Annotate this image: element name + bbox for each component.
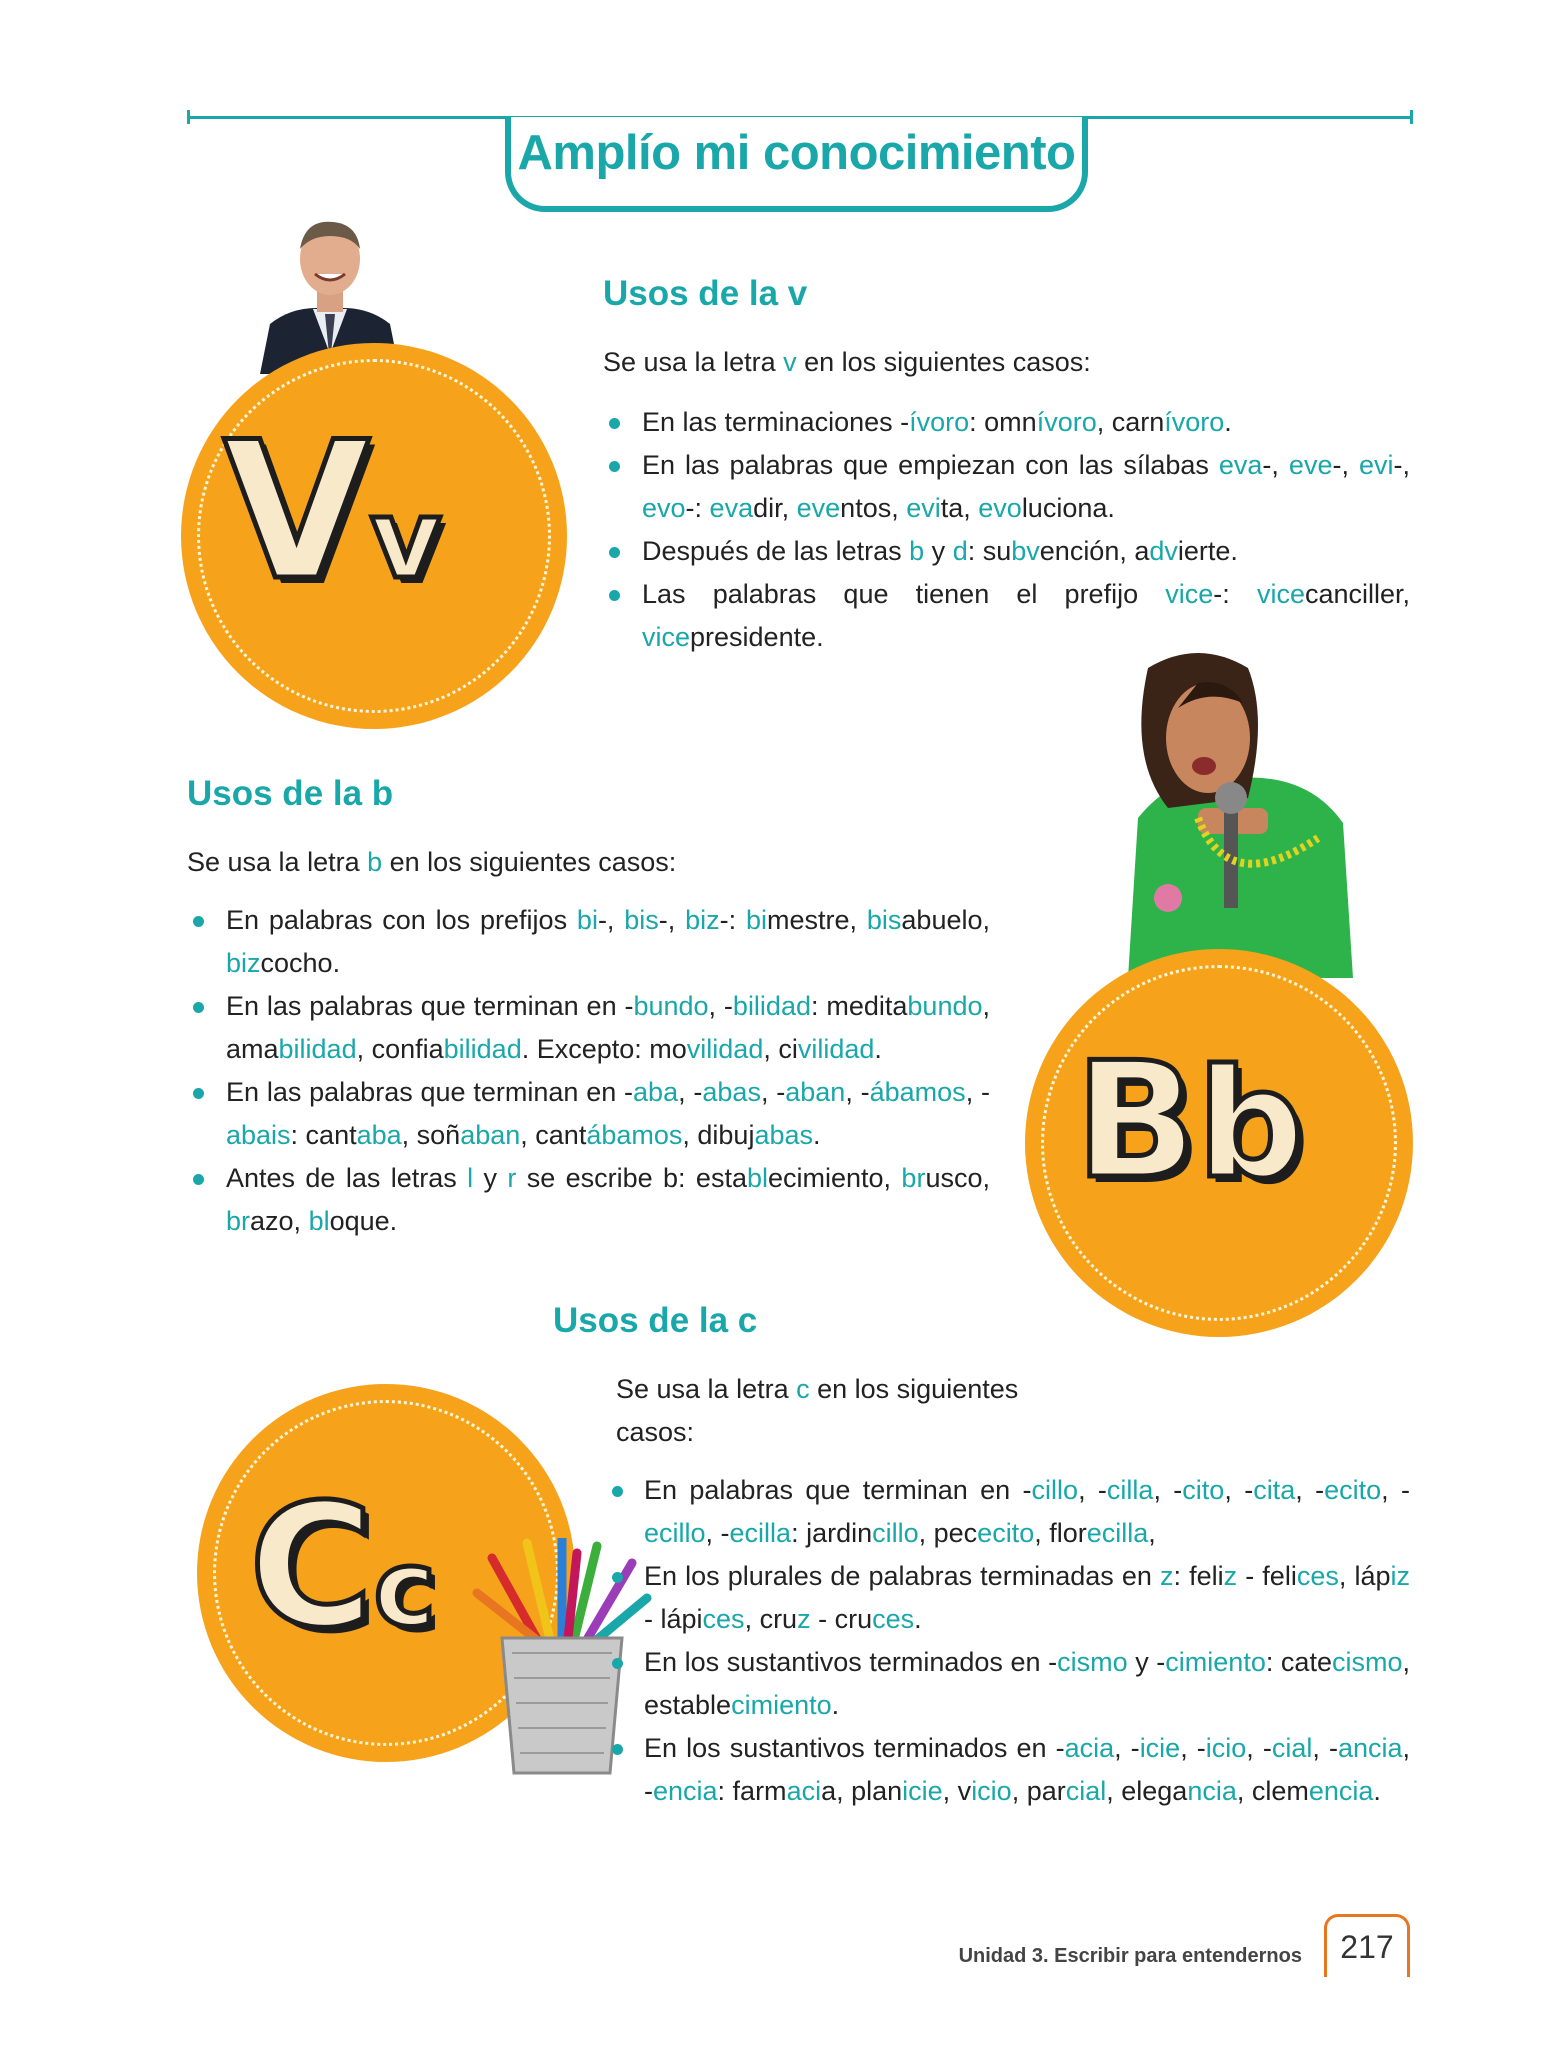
letter-v-lower: v: [370, 475, 442, 603]
body-text: dir,: [753, 493, 797, 523]
body-text: , -: [965, 1077, 990, 1107]
highlight-text: br: [226, 1206, 251, 1236]
body-text: : medita: [810, 991, 908, 1021]
footer-unit: Unidad 3. Escribir para entendernos: [958, 1945, 1302, 1967]
highlight-text: aci: [786, 1776, 822, 1806]
body-text: -:: [1213, 579, 1257, 609]
highlight-text: acia: [1064, 1733, 1115, 1763]
page-number-box: [1324, 1914, 1410, 1977]
body-text: , -: [1312, 1733, 1338, 1763]
bullet-dot: [612, 1572, 623, 1583]
body-text: En las palabras que terminan en -: [226, 1077, 634, 1107]
letter-c-upper: C: [249, 1468, 374, 1666]
highlight-text: cial: [1271, 1733, 1313, 1763]
body-text: , -: [1295, 1475, 1325, 1505]
body-text: usco,: [925, 1163, 990, 1193]
body-text: y -: [1127, 1647, 1166, 1677]
list-b-item: [187, 899, 990, 985]
highlight-text: ancia: [1337, 1733, 1403, 1763]
body-text: -,: [1262, 450, 1289, 480]
body-text: -:: [719, 905, 746, 935]
body-text: , establе: [644, 1647, 1410, 1720]
highlight-text: bi: [746, 905, 768, 935]
highlight-text: cial: [1065, 1776, 1107, 1806]
highlight-text: r: [507, 1163, 517, 1193]
highlight-text: ncia: [1187, 1776, 1237, 1806]
body-text: Las palabras que tienen el prefijo: [642, 579, 1166, 609]
body-text: -,: [1393, 450, 1410, 480]
highlight-text: biz: [685, 905, 720, 935]
body-text: ntos,: [840, 493, 907, 523]
list-b-item: [187, 1071, 990, 1157]
body-text: : jardin: [791, 1518, 873, 1548]
body-text: -,: [597, 905, 625, 935]
body-text: a, plan: [821, 1776, 903, 1806]
highlight-text: ecilla: [1086, 1518, 1149, 1548]
body-text: : omn: [969, 407, 1037, 437]
highlight-text: eve: [796, 493, 841, 523]
intro-b: Se usa la letra b en los siguientes casos:: [187, 847, 677, 877]
highlight-text: bi: [576, 905, 598, 935]
highlight-text: eva: [1218, 450, 1263, 480]
highlight-text: ecito: [1324, 1475, 1382, 1505]
highlight-text: evo: [642, 493, 686, 523]
highlight-text: b: [909, 536, 925, 566]
list-v-item: [603, 573, 1410, 659]
highlight-text: cillo: [872, 1518, 919, 1548]
body-text: oque.: [329, 1206, 398, 1236]
highlight-text: d: [952, 536, 968, 566]
body-text: - lápi: [644, 1604, 703, 1634]
highlight-text: aban: [785, 1077, 846, 1107]
body-text: , dibuj: [682, 1120, 755, 1150]
body-text: ención, a: [1039, 536, 1150, 566]
letter-v-circle: [181, 343, 567, 729]
highlight-text: evo: [978, 493, 1022, 523]
highlight-text: abas: [702, 1077, 761, 1107]
body-text: luciona.: [1021, 493, 1115, 523]
heading-b: Usos de la b: [187, 774, 394, 813]
bullet-dot: [609, 547, 620, 558]
body-text: - cru: [810, 1604, 873, 1634]
highlight-text: z: [1223, 1561, 1238, 1591]
body-text: azo,: [250, 1206, 309, 1236]
highlight-text: icie: [1139, 1733, 1181, 1763]
header-rule-left-cap: [187, 110, 190, 124]
body-text: , -: [644, 1733, 1411, 1806]
body-text: , ci: [763, 1034, 798, 1064]
body-text: y: [473, 1163, 508, 1193]
body-text: , -: [705, 1518, 730, 1548]
highlight-text: aban: [460, 1120, 521, 1150]
woman-singing-photo: [1108, 648, 1358, 978]
letter-b-lower: b: [1196, 1038, 1305, 1212]
highlight-text: bv: [1011, 536, 1040, 566]
intro-v: Se usa la letra v en los siguientes casos:: [603, 347, 1091, 377]
highlight-text: ábamos: [869, 1077, 966, 1107]
highlight-text: icio: [1205, 1733, 1247, 1763]
highlight-text: ces: [872, 1604, 915, 1634]
list-c-item: [606, 1555, 1410, 1641]
highlight-text: iz: [1390, 1561, 1410, 1591]
highlight-text: aba: [356, 1120, 402, 1150]
highlight-text: ecillo: [644, 1518, 706, 1548]
highlight-text: aba: [633, 1077, 679, 1107]
highlight-text: vice: [1256, 579, 1305, 609]
highlight-text: z: [1159, 1561, 1174, 1591]
bullet-dot: [612, 1744, 623, 1755]
body-text: Después de las letras: [642, 536, 910, 566]
body-text: En las terminaciones -: [642, 407, 910, 437]
highlight-text: eva: [709, 493, 754, 523]
page-title: Amplío mi conocimiento: [517, 126, 1076, 180]
bullet-dot: [193, 1174, 204, 1185]
highlight-text: encia: [653, 1776, 718, 1806]
letter-b-circle: [1025, 949, 1413, 1337]
highlight-text: bilidad: [278, 1034, 357, 1064]
bullet-dot: [193, 916, 204, 927]
highlight-text: bundo: [907, 991, 983, 1021]
bullet-dot: [193, 1002, 204, 1013]
body-text: ,: [1148, 1518, 1156, 1548]
body-text: En palabras con los prefijos: [226, 905, 577, 935]
list-v-item: [603, 444, 1410, 530]
highlight-text: z: [797, 1604, 811, 1634]
body-text: , -: [678, 1077, 703, 1107]
bullet-dot: [609, 461, 620, 472]
body-text: : cant: [290, 1120, 357, 1150]
highlight-text: biz: [226, 948, 261, 978]
highlight-text: cita: [1253, 1475, 1296, 1505]
heading-c: Usos de la c: [553, 1301, 758, 1340]
body-text: , -: [845, 1077, 870, 1107]
body-text: se escribe b: esta: [516, 1163, 747, 1193]
highlight-text: encia: [1308, 1776, 1374, 1806]
body-text: mestre,: [767, 905, 867, 935]
body-text: , ama: [226, 991, 991, 1064]
body-text: -:: [685, 493, 710, 523]
highlight-text: abas: [754, 1120, 814, 1150]
body-text: : farm: [717, 1776, 787, 1806]
highlight-text: vilidad: [797, 1034, 875, 1064]
highlight-text: ívoro: [1164, 407, 1225, 437]
header-rule-right-cap: [1410, 110, 1413, 124]
body-text: , -: [1153, 1475, 1183, 1505]
highlight-text: bis: [624, 905, 659, 935]
highlight-text: bilidad: [443, 1034, 522, 1064]
highlight-text: ecilla: [729, 1518, 792, 1548]
highlight-text: cismo: [1331, 1647, 1403, 1677]
letter-v-upper: V: [223, 401, 371, 622]
body-text: En las palabras que terminan en -: [226, 991, 634, 1021]
highlight-text: ívoro: [1036, 407, 1097, 437]
body-text: En los plurales de palabras terminadas en: [644, 1561, 1160, 1591]
highlight-text: bundo: [633, 991, 709, 1021]
body-text: canciller,: [1304, 579, 1411, 609]
highlight-text: ívoro: [909, 407, 970, 437]
body-text: , carn: [1096, 407, 1165, 437]
highlight-text: dv: [1149, 536, 1178, 566]
page-number: 217: [1340, 1929, 1394, 1965]
list-b-item: [187, 985, 990, 1071]
body-text: : su: [967, 536, 1012, 566]
body-text: ta,: [940, 493, 979, 523]
body-text: , clem: [1236, 1776, 1309, 1806]
body-text: En los sustantivos terminados en -: [644, 1647, 1058, 1677]
highlight-text: ces: [702, 1604, 745, 1634]
body-text: : feli: [1173, 1561, 1224, 1591]
highlight-text: l: [467, 1163, 474, 1193]
highlight-text: vilidad: [686, 1034, 764, 1064]
highlight-text: bl: [746, 1163, 768, 1193]
highlight-text: cimiento: [1165, 1647, 1266, 1677]
body-text: , confia: [356, 1034, 444, 1064]
highlight-text: ecito: [977, 1518, 1035, 1548]
highlight-text: eve: [1288, 450, 1333, 480]
highlight-text: cismo: [1057, 1647, 1128, 1677]
list-c-item: [606, 1727, 1410, 1813]
intro-c: Se usa la letra c en los siguientes casos:: [616, 1374, 1019, 1447]
bullet-dot: [609, 418, 620, 429]
body-text: .: [914, 1604, 922, 1634]
body-text: .: [1373, 1776, 1381, 1806]
body-text: , flor: [1034, 1518, 1087, 1548]
body-text: , láp: [1338, 1561, 1391, 1591]
list-c-item: [606, 1641, 1410, 1727]
body-text: , -: [1114, 1733, 1140, 1763]
body-text: .: [874, 1034, 882, 1064]
body-text: .: [813, 1120, 821, 1150]
body-text: , -: [1078, 1475, 1107, 1505]
highlight-text: evi: [906, 493, 941, 523]
body-text: , -: [760, 1077, 786, 1107]
body-text: En los sustantivos terminados en -: [644, 1733, 1065, 1763]
body-text: , cru: [744, 1604, 798, 1634]
list-b-item: [187, 1157, 990, 1243]
body-text: .: [1224, 407, 1232, 437]
body-text: , par: [1011, 1776, 1066, 1806]
list-v: [603, 401, 1410, 659]
body-text: En palabras que terminan en -: [644, 1475, 1032, 1505]
body-text: , v: [942, 1776, 972, 1806]
body-text: .: [831, 1690, 840, 1720]
body-text: -,: [1332, 450, 1359, 480]
body-text: , -: [1381, 1475, 1410, 1505]
body-text: , cant: [520, 1120, 587, 1150]
highlight-text: evi: [1358, 450, 1394, 480]
body-text: y: [924, 536, 953, 566]
body-text: , -: [708, 991, 733, 1021]
body-text: : cate: [1265, 1647, 1332, 1677]
body-text: Antes de las letras: [226, 1163, 468, 1193]
list-v-item: [603, 401, 1410, 444]
highlight-text: ábamos: [586, 1120, 683, 1150]
heading-v: Usos de la v: [603, 274, 808, 313]
body-text: . Excepto: mo: [521, 1034, 687, 1064]
bullet-dot: [609, 590, 620, 601]
highlight-text: br: [901, 1163, 926, 1193]
body-text: , pec: [918, 1518, 978, 1548]
list-c: [606, 1469, 1410, 1813]
list-c-item: [606, 1469, 1410, 1555]
highlight-text: cilla: [1106, 1475, 1154, 1505]
title-banner: [505, 117, 1088, 212]
body-text: abuelo,: [901, 905, 990, 935]
highlight-text: bis: [866, 905, 902, 935]
highlight-text: icie: [902, 1776, 943, 1806]
body-text: -,: [658, 905, 686, 935]
body-text: ecimiento,: [767, 1163, 902, 1193]
body-text: - feli: [1237, 1561, 1297, 1591]
highlight-text: bilidad: [732, 991, 811, 1021]
list-b: [187, 899, 990, 1243]
highlight-text: cillo: [1031, 1475, 1079, 1505]
body-text: , -: [1246, 1733, 1272, 1763]
highlight-text: cito: [1182, 1475, 1225, 1505]
highlight-text: bl: [308, 1206, 330, 1236]
body-text: , -: [1224, 1475, 1254, 1505]
highlight-text: vice: [642, 622, 691, 652]
body-text: , soñ: [401, 1120, 461, 1150]
bullet-dot: [612, 1658, 623, 1669]
highlight-text: ces: [1296, 1561, 1339, 1591]
body-text: En las palabras que empiezan con las sílabas: [642, 450, 1219, 480]
bullet-dot: [193, 1088, 204, 1099]
list-v-item: [603, 530, 1410, 573]
bullet-dot: [612, 1486, 623, 1497]
highlight-text: vice: [1165, 579, 1214, 609]
body-text: , elega: [1106, 1776, 1188, 1806]
body-text: ierte.: [1177, 536, 1238, 566]
body-text: presidente.: [690, 622, 824, 652]
body-text: , -: [1180, 1733, 1206, 1763]
highlight-text: icio: [971, 1776, 1012, 1806]
highlight-text: cimiento: [731, 1690, 832, 1720]
highlight-text: abais: [226, 1120, 291, 1150]
letter-b-upper: B: [1075, 1027, 1197, 1214]
letter-c-lower: c: [373, 1528, 437, 1650]
body-text: cocho.: [260, 948, 341, 978]
